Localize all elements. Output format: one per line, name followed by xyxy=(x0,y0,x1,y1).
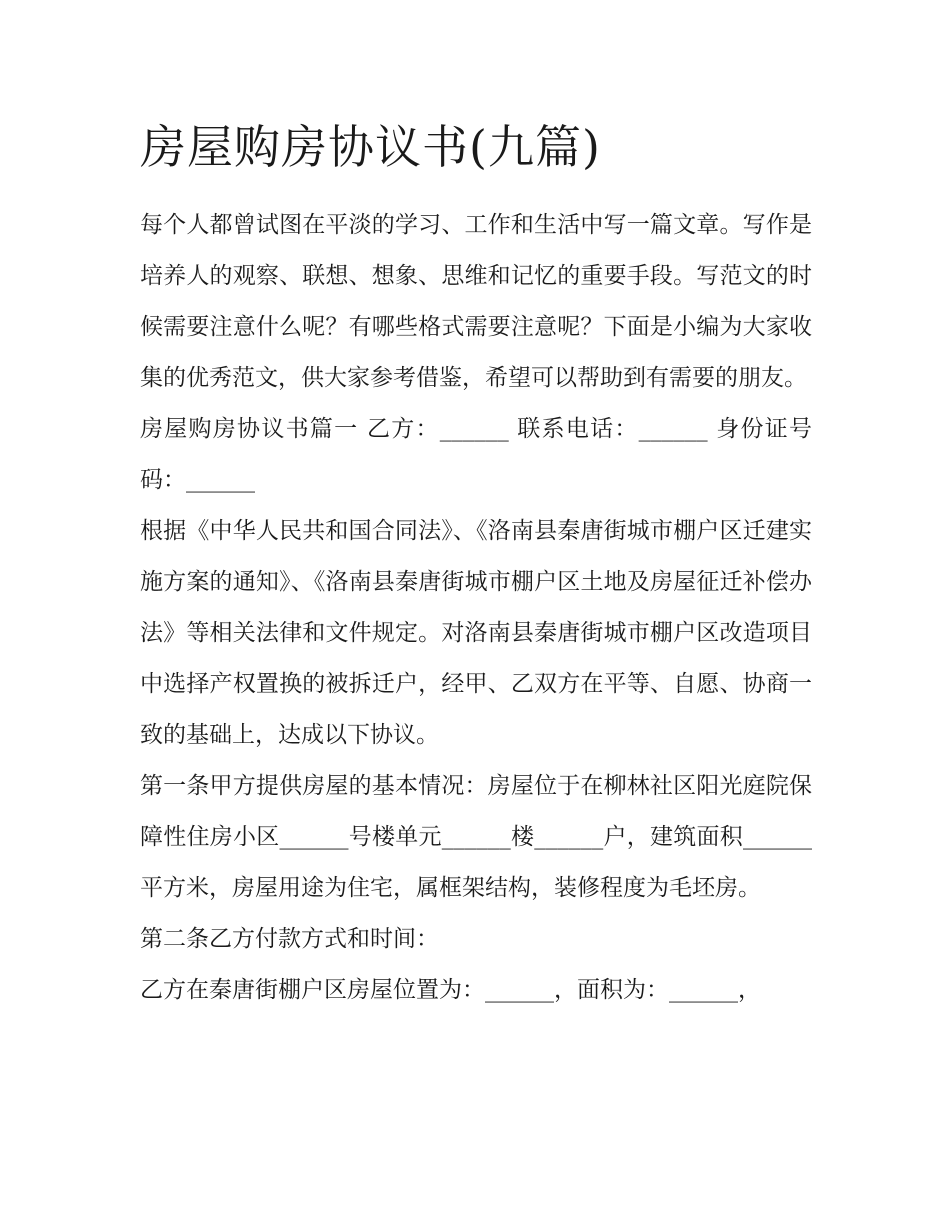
document-title: 房屋购房协议书(九篇) xyxy=(140,120,601,174)
article-one-paragraph: 第一条甲方提供房屋的基本情况：房屋位于在柳林社区阳光庭院保障性住房小区______号楼单元______楼______户，建筑面积______平方米，房屋用途为住宅，属框架结构，装修程度为毛坯房。 xyxy=(140,773,812,901)
property-location-paragraph: 乙方在秦唐街棚户区房屋位置为：______，面积为：______， xyxy=(140,977,761,1003)
legal-basis-paragraph: 根据《中华人民共和国合同法》、《洛南县秦唐街城市棚户区迁建实施方案的通知》、《洛南县秦唐街城市棚户区土地及房屋征迁补偿办法》等相关法律和文件规定。对洛南县秦唐街城市棚户区改造项目中选择产权置换的被拆迁户，经甲、乙双方在平等、自愿、协商一致的基础上，达成以下协议。 xyxy=(140,518,812,748)
intro-paragraph: 每个人都曾试图在平淡的学习、工作和生活中写一篇文章。写作是培养人的观察、联想、想象、思维和记忆的重要手段。写范文的时候需要注意什么呢？有哪些格式需要注意呢？下面是小编为大家收集的优秀范文，供大家参考借鉴，希望可以帮助到有需要的朋友。 xyxy=(140,212,812,391)
document-page xyxy=(140,112,812,1016)
party-info-paragraph: 房屋购房协议书篇一 乙方：______ 联系电话：______ 身份证号码：______ xyxy=(140,416,812,493)
article-two-heading: 第二条乙方付款方式和时间： xyxy=(140,926,439,952)
